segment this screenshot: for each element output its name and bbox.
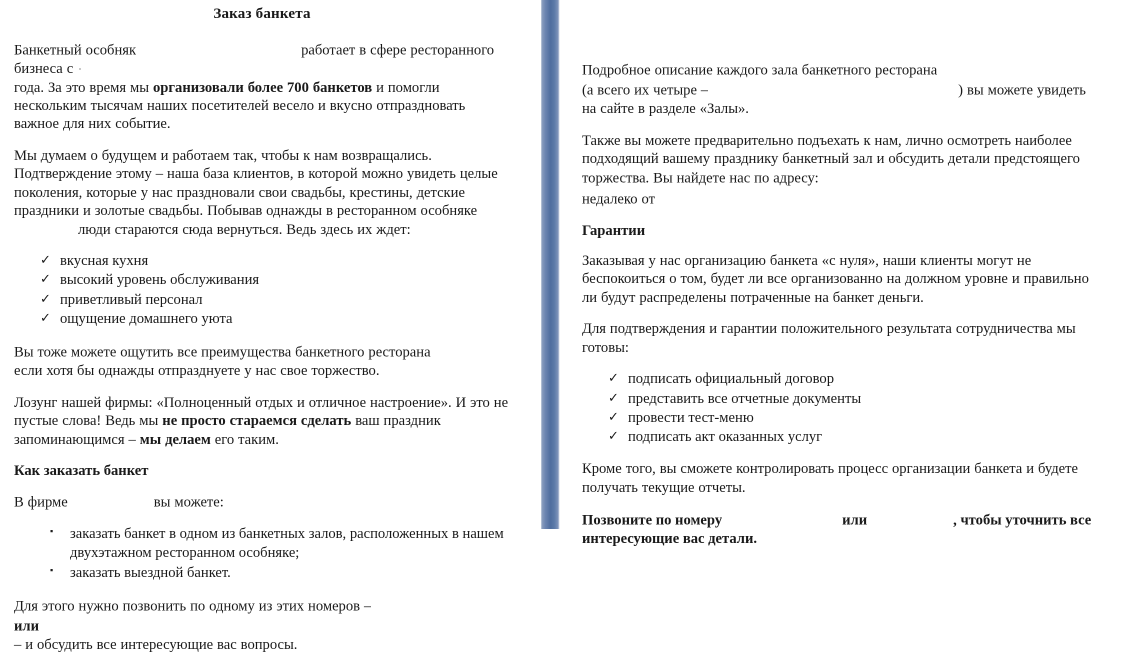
list-item-label: представить все отчетные документы xyxy=(628,391,861,407)
slogan-text-c: его таким. xyxy=(211,432,279,448)
halls-text-b: (а всего их четыре – xyxy=(582,83,708,99)
list-item-label: высокий уровень обслуживания xyxy=(60,272,259,288)
redaction-company-name xyxy=(68,492,154,507)
redaction-address xyxy=(819,168,1069,183)
redaction-company-name xyxy=(136,40,301,55)
future-text: Мы думаем о будущем и работаем так, чтобы к нам возвращались. Подтверждение этому – наша база клиентов, в которой можно увидеть целые поколения, которые у нас праздновали свои свадьбы, крестины, детские праздники и золотые свадьбы. Побывав однажды в ресторанном особняке xyxy=(14,148,498,219)
redaction-company-name xyxy=(431,342,483,357)
document-page-right xyxy=(560,0,1131,529)
cta-text-or: или xyxy=(842,513,867,529)
paragraph-firm xyxy=(14,492,510,512)
square-bullet-icon: ▪ xyxy=(50,525,53,538)
list-item xyxy=(14,271,510,290)
paragraph-intro xyxy=(14,40,510,134)
check-icon: ✓ xyxy=(40,270,51,287)
firm-text-a: В фирме xyxy=(14,495,68,511)
experience-text-a: Вы тоже можете ощутить все преимущества банкетного ресторана xyxy=(14,345,431,361)
guarantees-checklist xyxy=(582,370,1103,447)
redaction-phone-number xyxy=(722,510,842,525)
future-text-tail: люди стараются сюда вернуться. Ведь здесь их ждет: xyxy=(78,222,411,238)
intro-text-a: Банкетный особняк xyxy=(14,43,136,59)
call-text-b: – и обсудить все интересующие вас вопросы. xyxy=(14,637,297,653)
list-item xyxy=(14,310,510,329)
redaction-company-name xyxy=(937,60,1102,75)
list-item-label: подписать официальный договор xyxy=(628,371,834,387)
square-bullet-icon: ▪ xyxy=(50,564,53,577)
scan-speck xyxy=(79,68,81,70)
firm-text-b: вы можете: xyxy=(154,495,224,511)
slogan-bold-2: мы делаем xyxy=(140,432,211,448)
list-item xyxy=(14,564,510,583)
halls-text-a: Подробное описание каждого зала банкетного ресторана xyxy=(582,63,937,79)
slogan-bold-1: не просто стараемся сделать xyxy=(162,413,351,429)
advantages-checklist xyxy=(14,252,510,329)
check-icon: ✓ xyxy=(40,251,51,268)
check-icon: ✓ xyxy=(608,369,619,386)
list-item-label: провести тест-меню xyxy=(628,410,754,426)
list-item-label-continued: двухэтажном ресторанном особняке; xyxy=(70,544,510,563)
list-item xyxy=(582,409,1103,428)
section-heading-guarantees: Гарантии xyxy=(582,222,1103,240)
slogan-text-b: ваш праздник запоминающимся – xyxy=(14,413,441,447)
check-icon: ✓ xyxy=(40,290,51,307)
list-item xyxy=(14,525,510,562)
intro-text-bold: организовали более 700 банкетов xyxy=(153,80,372,96)
list-item-label: заказать банкет в одном из банкетных залов, расположенных в нашем xyxy=(70,525,510,544)
call-text-or: или xyxy=(14,618,39,634)
paragraph-halls-description xyxy=(582,60,1103,119)
intro-text-d: и помогли нескольким тысячам наших посетителей весело и вкусно отпраздновать важное для них событие. xyxy=(14,80,465,133)
paragraph-guarantees-body: Заказывая у нас организацию банкета «с нуля», наши клиенты могут не беспокоиться о том, будет ли все организованно на должном уровне и правильно ли будут распределены потраченные на банкет деньги. xyxy=(582,252,1103,307)
redaction-hall-names xyxy=(708,80,958,95)
call-text-a: Для этого нужно позвонить по одному из этих номеров – xyxy=(14,598,371,614)
paragraph-experience xyxy=(14,342,510,381)
check-icon: ✓ xyxy=(608,408,619,425)
intro-text-b: работает в сфере ресторанного бизнеса с xyxy=(14,43,494,77)
list-item xyxy=(582,370,1103,389)
document-page-left xyxy=(0,0,540,529)
paragraph-future xyxy=(14,147,510,239)
redaction-phone-number xyxy=(39,616,73,631)
check-icon: ✓ xyxy=(608,427,619,444)
list-item xyxy=(14,252,510,271)
experience-text-b: если хотя бы однажды отпразднуете у нас свое торжество. xyxy=(14,363,380,379)
paragraph-call-numbers xyxy=(14,596,510,654)
page-divider xyxy=(540,0,560,529)
list-item-label: вкусная кухня xyxy=(60,253,148,269)
check-icon: ✓ xyxy=(608,389,619,406)
cta-text-c: , чтобы уточнить все интересующие вас детали. xyxy=(582,513,1091,547)
paragraph-slogan xyxy=(14,394,510,449)
order-options-list xyxy=(14,525,510,582)
section-heading-how-to-order: Как заказать банкет xyxy=(14,462,510,480)
list-item-label: заказать выездной банкет. xyxy=(70,564,510,583)
list-item-label: приветливый персонал xyxy=(60,292,203,308)
redaction-phone-number xyxy=(371,596,491,611)
visit-text-b: недалеко от xyxy=(582,191,655,207)
visit-text-a: Также вы можете предварительно подъехать к нам, лично осмотреть наиболее подходящий вашему празднику банкетный зал и обсудить детали предстоящего торжества. Вы найдете нас по адресу: xyxy=(582,133,1080,188)
page-title: Заказ банкета xyxy=(14,6,510,23)
halls-text-c: ) вы можете увидеть на сайте в разделе «Залы». xyxy=(582,83,1086,117)
paragraph-call-to-action xyxy=(582,510,1103,549)
list-item xyxy=(14,291,510,310)
paragraph-visit-invitation xyxy=(582,132,1103,209)
intro-text-c: года. За это время мы xyxy=(14,80,153,96)
redaction-landmark xyxy=(655,189,741,204)
redaction-phone-number xyxy=(867,510,953,525)
list-item-label: ощущение домашнего уюта xyxy=(60,311,232,327)
list-item xyxy=(582,390,1103,409)
list-item-label: подписать акт оказанных услуг xyxy=(628,429,822,445)
list-item xyxy=(582,428,1103,447)
check-icon: ✓ xyxy=(40,309,51,326)
paragraph-reports: Кроме того, вы сможете контролировать процесс организации банкета и будете получать текущие отчеты. xyxy=(582,460,1103,497)
slogan-text-a: Лозунг нашей фирмы: «Полноценный отдых и отличное настроение». И это не пустые слова! Ведь мы xyxy=(14,395,508,429)
cta-text-a: Позвоните по номеру xyxy=(582,513,722,529)
paragraph-confirmation: Для подтверждения и гарантии положительного результата сотрудничества мы готовы: xyxy=(582,320,1103,357)
